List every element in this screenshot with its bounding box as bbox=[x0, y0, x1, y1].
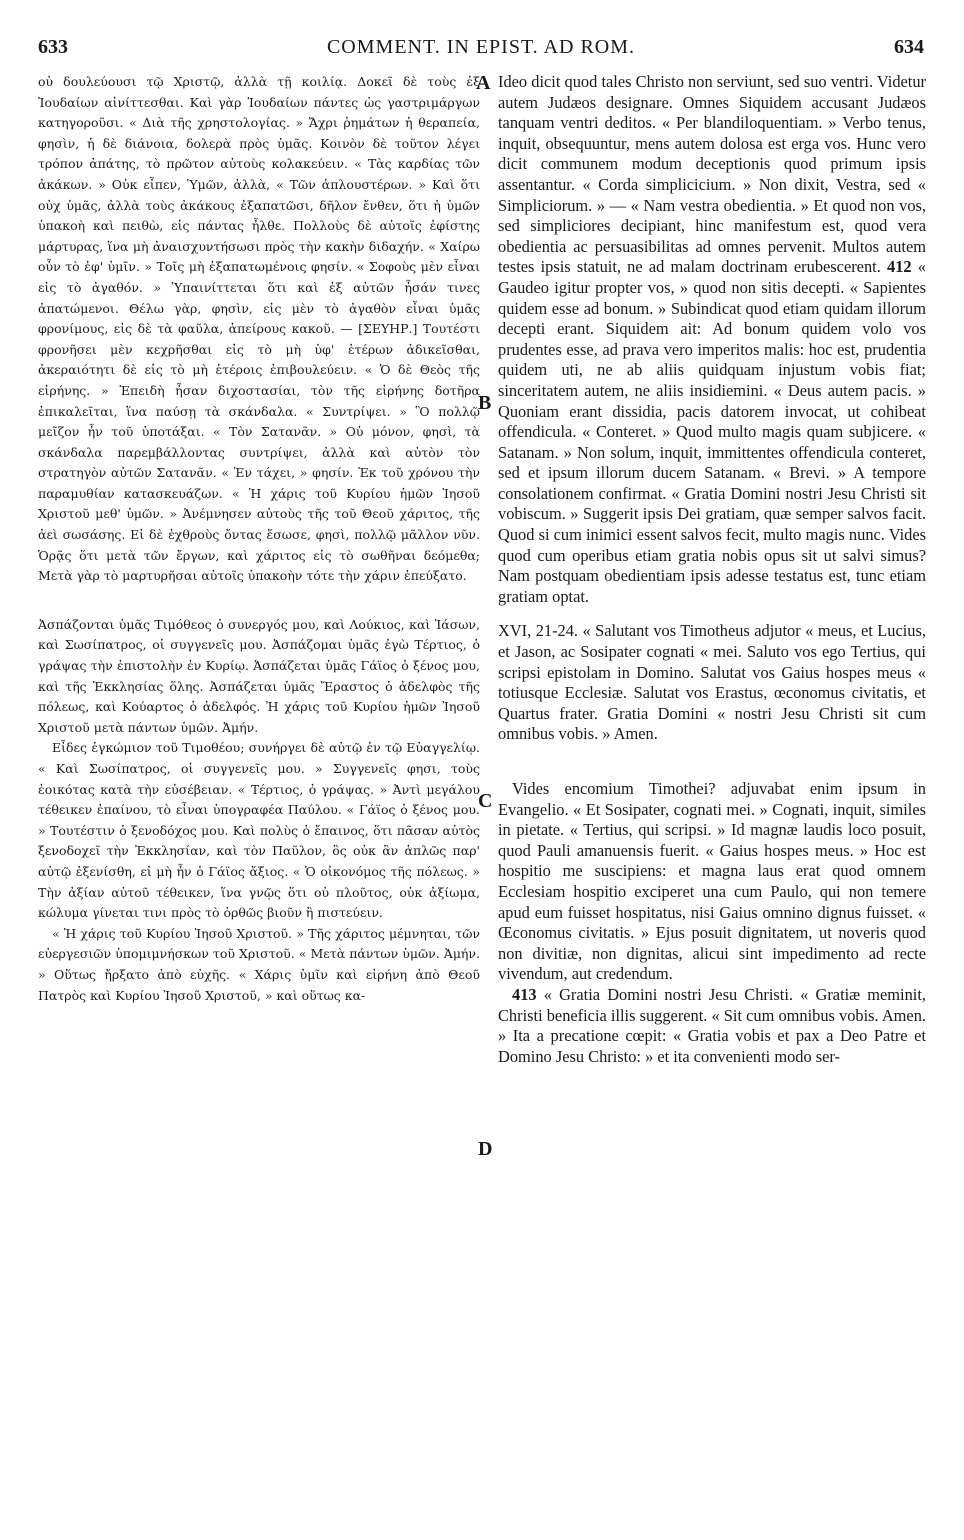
page-number-right: 634 bbox=[894, 36, 924, 58]
running-title: COMMENT. IN EPIST. AD ROM. bbox=[326, 36, 636, 58]
section-number-413: 413 bbox=[512, 984, 537, 1004]
latin-column bbox=[498, 72, 926, 1512]
greek-paragraph-1: οὐ δουλεύουσι τῷ Χριστῷ, ἀλλὰ τῇ κοιλίᾳ. Δοκεῖ δὲ τοὺς ἐξ Ἰουδαίων αἰνίττεσθαι. Καὶ γὰρ Ἰουδαίων πάντες ὡς γαστριμάργων κατηγοροῦσι. « Διὰ τῆς χρηστολογίας. » Ἄχρι ῥημάτων ἡ θεραπεία, φησὶν, ἡ δὲ διάνοια, δολερὰ πρὸς ὑμᾶς. Κοινὸν δὲ τοῦτον λέγει τρόπον ἀπάτης, τὸ πρῶτον αὐτοὺς κολακεύειν. « Τὰς καρδίας τῶν ἀκάκων. » Οὐκ εἶπεν, Ὑμῶν, ἀλλὰ, « Τῶν ἀπλουστέρων. » Καὶ ὅτι οὐχ ὑμᾶς, ἀλλὰ τοὺς ἀκάκους ἐξαπατῶσι, δῆλον ἔνθεν, ὅτι ἡ ὑμῶν ὑπακοὴ καὶ πειθὼ, εἰς πάντας ἦλθε. Πολλοὺς δὲ αὐτοῖς ἐφίστης μάρτυρας, ἵνα μὴ ἀναισχυντήσωσι πρὸς τὴν κακὴν διδαχήν. « Χαίρω οὖν τὸ ἐφ' ὑμῖν. » Τοῖς μὴ ἐξαπατωμένοις φησίν. « Σοφοὺς μὲν εἶναι εἰς τὸ ἀγαθόν. » Ὑπαινίττεται ὅτι καὶ ἐξ αὐτῶν ἦσάν τινες ἀπατώμενοι. Θέλω γὰρ, φησὶν, εἰς μὲν τὸ ἀγαθὸν εἶναι ὑμᾶς φρονίμους, εἰς δὲ τὰ φαῦλα, ἀπείρους κακοῦ. — [ΣΕΥΗΡ.] Τουτέστι φρονῆσει μὲν κεχρῆσθαι εἰς τὸ μὴ ὑφ' ἑτέρων ἀδικεῖσθαι, ἀκεραιότητι δὲ εἰς τὸ μὴ ἑτέροις ἐπιβουλεύειν. « Ὁ δὲ Θεὸς τῆς εἰρήνης. » Ἐπειδὴ ἦσαν διχοστασίαι, τὸν τῆς εἰρήνης δοτῆρα ἐπικαλεῖται, ἵνα παύσῃ τὰ σκάνδαλα. « Συντρίψει. » Ὃ πολλῷ μεῖζον ἦν τοῦ ὑποτάξαι. « Τὸν Σατανᾶν. » Οὐ μόνον, φησὶ, τὰ σκάνδαλα παρεμβάλλοντας συντρίψει, ἀλλὰ καὶ αὐτὸν τὸν στρατηγὸν αὐτῶν Σατανᾶν. « Ἐν τάχει, » φησίν. Ἐκ τοῦ χρόνου τὴν παραμυθίαν κατασκευάζων. « Ἡ χάρις τοῦ Κυρίου ἡμῶν Ἰησοῦ Χριστοῦ μεθ' ὑμῶν. » Ἀνέμνησεν αὐτοὺς τῆς τοῦ Θεοῦ χάριτος, τῆς ἀεὶ σωσάσης. Εἰ δὲ ἐχθροὺς ὄντας ἔσωσε, φησὶ, πολλῷ μᾶλλον νῦν. Ὁρᾷς ὅτι μετὰ τῶν ἔργων, καὶ χάριτος εἰς τὸ σωθῆναι δεόμεθα; Μετὰ γὰρ τὸ μαρτυρῆσαι αὐτοῖς ὑπακοὴν τότε τὴν χάριν ἐπεύξατο. bbox=[38, 74, 480, 584]
margin-marker-c: C bbox=[478, 790, 493, 812]
greek-paragraph-3: Εἶδες ἐγκώμιον τοῦ Τιμοθέου; συνήργει δὲ αὐτῷ ἐν τῷ Εὐαγγελίῳ. « Καὶ Σωσίπατρος, οἱ συγγενεῖς μου. » Συγγενεῖς φησι, τοὺς ἐοικότας κατὰ τὴν εὐσέβειαν. « Τέρτιος, ὁ γράψας. » Ἀντὶ μεγάλου τέθεικεν ἐπαίνου, τὸ εἶναι ὑπογραφέα Παύλου. « Γάϊος ὁ ξένος μου. » Τουτέστιν ὁ ξενοδόχος μου. Καὶ πολὺς ὁ ἔπαινος, ὅτι πᾶσαν αὐτὸς ξενοδοχεῖ τὴν Ἐκκλησίαν, καὶ τὸν Παῦλον, ὃς οὐκ ἂν ἁπλῶς παρ' αὐτῷ ἐξενίσθη, εἰ μὴ ἦν ὁ Γάϊος ἄξιος. « Ὁ οἰκονόμος τῆς πόλεως. » Τὴν ἀξίαν αὐτοῦ τέθεικεν, ἵνα γνῷς ὅτι οὐ πλοῦτος, οὐκ ἀξίωμα, κώλυμα γίνεται τινι πρὸς τὸ ὀρθῶς βιοῦν ἢ πιστεύειν. bbox=[38, 740, 480, 921]
greek-paragraph-4: « Ἡ χάρις τοῦ Κυρίου Ἰησοῦ Χριστοῦ. » Τῆς χάριτος μέμνηται, τῶν εὐεργεσιῶν ὑπομιμνήσκων τοῦ Χριστοῦ. « Μετὰ πάντων ὑμῶν. Ἀμήν. » Οὕτως ἤρξατο ἀπὸ εὐχῆς. « Χάρις ὑμῖν καὶ εἰρήνη ἀπὸ Θεοῦ Πατρὸς καὶ Κυρίου Ἰησοῦ Χριστοῦ, » καὶ οὕτως κα- bbox=[38, 925, 480, 1003]
latin-paragraph-2 bbox=[498, 621, 926, 745]
margin-marker-b: B bbox=[478, 392, 492, 414]
latin-paragraph-2-text: « Salutant vos Timotheus adjutor « meus, et Lucius, et Jason, ac Sosipater cognati « mei. Saluto vos ego Tertius, qui scripsi epistolam in Domino. Salutat vos Gaius hospes meus « totiusque Ecclesiæ. Salutat vos Erastus, œconomus civitatis, et Quartus frater. Gratia Domini « nostri Jesu Christi sit cum omnibus vobis. » Amen. bbox=[498, 621, 926, 744]
greek-paragraph-2: Ἀσπάζονται ὑμᾶς Τιμόθεος ὁ συνεργός μου, καὶ Λούκιος, καὶ Ἰάσων, καὶ Σωσίπατρος, οἱ συγγενεῖς μου. Ἀσπάζομαι ὑμᾶς ἐγὼ Τέρτιος, ὁ γράψας τὴν ἐπιστολὴν ἐν Κυρίῳ. Ἀσπάζεται ὑμᾶς Γάϊος ὁ ξένος μου, καὶ τῆς Ἐκκλησίας ὅλης. Ἀσπάζεται ὑμᾶς Ἔραστος ὁ ἀδελφὸς τῆς πόλεως, καὶ Κούαρτος ὁ ἀδελφός. Ἡ χάρις τοῦ Κυρίου ἡμῶν Ἰησοῦ Χριστοῦ μετὰ πάντων ὑμῶν. Ἀμήν. bbox=[38, 616, 480, 735]
latin-paragraph-3: Vides encomium Timothei? adjuvabat enim ipsum in Evangelio. « Et Sosipater, cognati mei. » Cognati, inquit, similes in pietate. « Tertius, qui scripsi. » Id magnæ laudis loco posuit, quod Pauli amanuensis fuerit. « Gaius hospes meus. » Hoc est hospitio me suscipiens: et magna laus erat quod omnem Ecclesiam hospitio exciperet una cum Paulo, qui non temere apud eum fuisset hospitatus, nisi Gaius omnino dignus fuisset. « Œconomus civitatis. » Ejus posuit dignitatem, ut noveris quod non divitiæ, non dignitas, alicui sint impedimento ad recte vivendum, aut credendum. bbox=[498, 779, 926, 984]
scripture-reference: XVI, 21-24. bbox=[498, 621, 579, 641]
margin-marker-d: D bbox=[478, 1138, 493, 1160]
latin-paragraph-1b-text: « Gaudeo igitur propter vos, » quod non sitis decepti. « Sapientes quidem esse ad bonum. » Subindicat quod etiam quidam illorum decepti erant. Siquidem ait: Ad bonum quidem volo vos prudentes esse, ad prava vero imperitos malis: hoc est, prudentia quidem uti, ne ab aliis quidquam injustum vobis fiat; sinceritatem autem, ne aliis insidiemini. « Deus autem pacis. » Quoniam erant dissidia, pacis datorem invocat, ut cohibeat offendicula. « Conteret. » Quod multo magis quam subjicere. « Satanam. » Non solum, inquit, immittentes offendicula conteret, sed et ipsum illorum ducem Satanam. « Brevi. » A tempore consolationem confirmat. « Gratia Domini nostri Jesu Christi sit vobiscum. » Suggerit ipsis Dei gratiam, quæ semper salvos facit. Quod si cum inimici essent salvos fecit, multo magis nunc. Vides quod cum operibus etiam gratia nobis opus sit ut salvi simus? Nam postquam obedientiam ipsis adesse testatus est, tunc etiam gratiam optat. bbox=[498, 257, 926, 606]
latin-paragraph-1-text: Ideo dicit quod tales Christo non serviunt, sed suo ventri. Videtur autem Judæos designare. Omnes Siquidem accusant Judæos tanquam ventri deditos. « Per blandiloquentiam. » Verbo tenus, inquit, obsequuntur, mens autem dolosa est erga vos. Hunc vero dicit communem modum deceptionis quod primum ipsis assentantur. « Corda simplicicium. » Non dixit, Vestra, sed « Simpliciorum. » — « Nam vestra obedientia. » Et quod non vos, sed simpliciores decipiant, hinc manifestum est, quod vera obedientia ac persuasibilitas ad omnes pervenit. Multos autem testes ipsis statuit, ne ad malam doctrinam erubescerent. bbox=[498, 72, 926, 277]
section-number-412: 412 bbox=[887, 257, 912, 277]
latin-paragraph-4-text: « Gratia Domini nostri Jesu Christi. « Gratiæ meminit, Christi beneficia illis suggerent. « Sit cum omnibus vobis. Amen. » Ita a precatione cœpit: « Gratia vobis et pax a Deo Patre et Domino Jesu Christo: » et ita convenienti modo ser- bbox=[498, 984, 926, 1066]
page-header bbox=[38, 36, 924, 66]
greek-column bbox=[38, 72, 480, 1512]
page-number-left: 633 bbox=[38, 36, 68, 58]
latin-paragraph-4 bbox=[498, 985, 926, 1067]
margin-marker-a: A bbox=[476, 72, 491, 94]
latin-paragraph-1 bbox=[498, 72, 926, 607]
